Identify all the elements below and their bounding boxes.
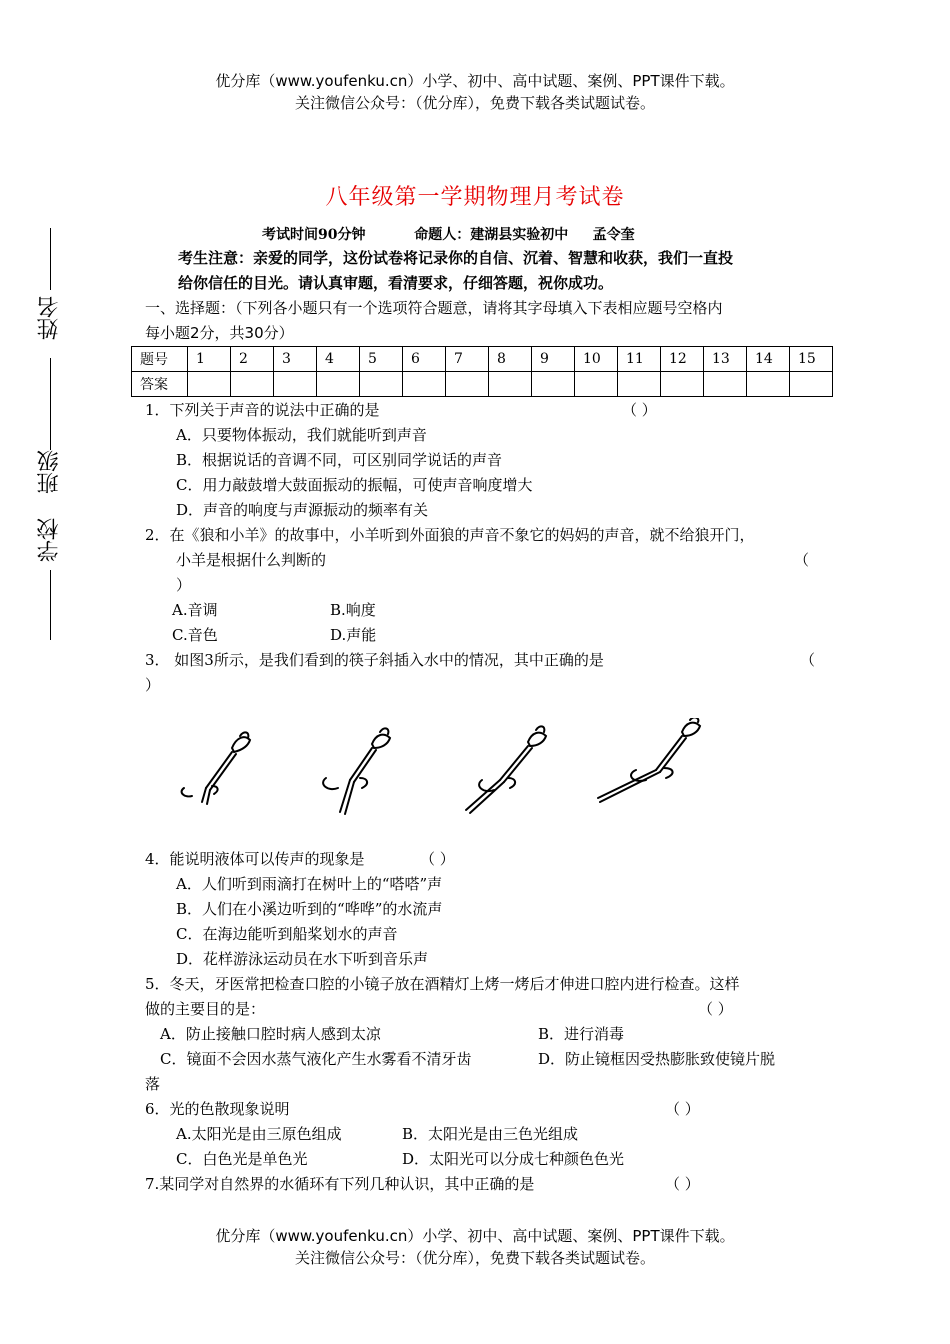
- question-number-cell: 6: [403, 347, 446, 372]
- table-row: [132, 347, 833, 372]
- q5-option-a: A．防止接触口腔时病人感到太凉: [160, 1025, 381, 1043]
- q4-stem: 4．能说明液体可以传声的现象是: [145, 850, 365, 868]
- q5-stem: 5．冬天，牙医常把检查口腔的小镜子放在酒精灯上烤一烤后才伸进口腔内进行检查。这样: [145, 975, 740, 993]
- answer-cell[interactable]: [575, 372, 618, 397]
- q3-bracket-close: ）: [145, 676, 161, 694]
- margin-line: [50, 228, 51, 290]
- q7-answer-bracket: （ ）: [665, 1175, 700, 1193]
- q1-answer-bracket: （ ）: [622, 401, 657, 419]
- question-number-cell: 10: [575, 347, 618, 372]
- q1-option-c: C．用力敲鼓增大鼓面振动的振幅，可使声音响度增大: [176, 476, 533, 494]
- q2-stem-cont: 小羊是根据什么判断的: [176, 551, 327, 569]
- q5-option-b: B．进行消毒: [538, 1025, 625, 1043]
- answer-cell[interactable]: [188, 372, 231, 397]
- answer-cell[interactable]: [661, 372, 704, 397]
- question-number-cell: 14: [747, 347, 790, 372]
- question-number-cell: 15: [790, 347, 833, 372]
- answer-cell[interactable]: [790, 372, 833, 397]
- header-line-1: 优分库（www.youfenku.cn）小学、初中、高中试题、案例、PPT课件下载。: [215, 72, 735, 90]
- q4-answer-bracket: （ ）: [420, 850, 455, 868]
- binding-margin: [16, 228, 64, 640]
- q1-option-a: A．只要物体振动，我们就能听到声音: [176, 426, 427, 444]
- question-number-cell: 4: [317, 347, 360, 372]
- answer-cell[interactable]: [317, 372, 360, 397]
- q4-option-a: A．人们听到雨滴打在树叶上的“嗒嗒”声: [176, 875, 443, 893]
- q2-stem: 2．在《狼和小羊》的故事中，小羊听到外面狼的声音不象它的妈妈的声音，就不给狼开门，: [145, 526, 755, 544]
- q5-option-d: D．防止镜框因受热膨胀致使镜片脱: [538, 1050, 776, 1068]
- answer-cell[interactable]: [360, 372, 403, 397]
- q5-option-d-cont: 落: [145, 1075, 161, 1093]
- q2-bracket-close: ）: [176, 576, 192, 594]
- q6-option-d: D．太阳光可以分成七种颜色色光: [402, 1150, 625, 1168]
- table-header-cell: 答案: [132, 372, 188, 397]
- q5-answer-bracket: （ ）: [698, 1000, 733, 1018]
- figure-a: [182, 732, 250, 804]
- answer-cell[interactable]: [274, 372, 317, 397]
- question-number-cell: 8: [489, 347, 532, 372]
- margin-line: [50, 358, 51, 450]
- answer-cell[interactable]: [704, 372, 747, 397]
- footer-line-1: 优分库（www.youfenku.cn）小学、初中、高中试题、案例、PPT课件下载。: [215, 1227, 735, 1245]
- q3-stem: 3． 如图3所示，是我们看到的筷子斜插入水中的情况，其中正确的是: [145, 651, 604, 669]
- header-line-2: 关注微信公众号：（优分库），免费下载各类试题试卷。: [294, 94, 655, 112]
- q6-answer-bracket: （ ）: [665, 1100, 700, 1118]
- answer-cell[interactable]: [403, 372, 446, 397]
- question-number-cell: 11: [618, 347, 661, 372]
- q4-option-d: D．花样游泳运动员在水下听到音乐声: [176, 950, 429, 968]
- question-number-cell: 9: [532, 347, 575, 372]
- label-school: 学校: [37, 518, 62, 562]
- footer-line-2: 关注微信公众号：（优分库），免费下载各类试题试卷。: [294, 1249, 655, 1267]
- answer-cell[interactable]: [747, 372, 790, 397]
- notice-line-1: 考生注意：亲爱的同学，这份试卷将记录你的自信、沉着、智慧和收获，我们一直投: [178, 249, 734, 267]
- question-number-cell: 12: [661, 347, 704, 372]
- q2-option-d: D.声能: [330, 626, 377, 644]
- q3-bracket-open: （: [800, 651, 816, 669]
- question-number-cell: 3: [274, 347, 317, 372]
- q1-stem: 1．下列关于声音的说法中正确的是: [145, 401, 380, 419]
- q7-stem: 7.某同学对自然界的水循环有下列几种认识，其中正确的是: [145, 1175, 535, 1193]
- section-heading-cont: 每小题2分，共30分）: [145, 324, 294, 342]
- q2-option-c: C.音色: [172, 626, 218, 644]
- answer-table: [131, 346, 833, 397]
- q4-option-c: C．在海边能听到船桨划水的声音: [176, 925, 398, 943]
- label-class: 班级: [37, 450, 62, 494]
- section-heading: 一、选择题：（下列各小题只有一个选项符合题意，请将其字母填入下表相应题号空格内: [145, 299, 723, 317]
- answer-cell[interactable]: [446, 372, 489, 397]
- question-number-cell: 7: [446, 347, 489, 372]
- figure-c: [466, 726, 546, 813]
- answer-cell[interactable]: [231, 372, 274, 397]
- q5-stem-cont: 做的主要目的是：: [145, 1000, 266, 1018]
- q5-option-c: C．镜面不会因水蒸气液化产生水雾看不清牙齿: [160, 1050, 472, 1068]
- table-header-cell: 题号: [132, 347, 188, 372]
- q2-bracket-open: （: [794, 551, 810, 569]
- q6-option-a: A.太阳光是由三原色组成: [176, 1125, 342, 1143]
- figure-b: [323, 728, 390, 814]
- answer-cell[interactable]: [618, 372, 661, 397]
- table-row: [132, 372, 833, 397]
- question-number-cell: 1: [188, 347, 231, 372]
- q6-option-b: B．太阳光是由三色光组成: [402, 1125, 579, 1143]
- q2-option-b: B.响度: [330, 601, 376, 619]
- label-name: 姓名: [37, 296, 62, 340]
- q1-option-b: B．根据说话的音调不同，可区别同学说话的声音: [176, 451, 503, 469]
- figure-d: [598, 718, 700, 802]
- q6-option-c: C．白色光是单色光: [176, 1150, 308, 1168]
- exam-title: 八年级第一学期物理月考试卷: [325, 185, 625, 210]
- q2-option-a: A.音调: [172, 601, 218, 619]
- q6-stem: 6．光的色散现象说明: [145, 1100, 290, 1118]
- question-number-cell: 5: [360, 347, 403, 372]
- q1-option-d: D．声音的响度与声源振动的频率有关: [176, 501, 429, 519]
- question-number-cell: 13: [704, 347, 747, 372]
- question-number-cell: 2: [231, 347, 274, 372]
- exam-meta: 考试时间90分钟 命题人：建湖县实验初中 孟令奎: [262, 227, 635, 243]
- chopsticks-figure: [170, 718, 730, 818]
- margin-line: [50, 570, 51, 640]
- answer-cell[interactable]: [532, 372, 575, 397]
- notice-line-2: 给你信任的目光。请认真审题，看清要求，仔细答题，祝你成功。: [178, 274, 614, 292]
- answer-cell[interactable]: [489, 372, 532, 397]
- q4-option-b: B．人们在小溪边听到的“哗哗”的水流声: [176, 900, 443, 918]
